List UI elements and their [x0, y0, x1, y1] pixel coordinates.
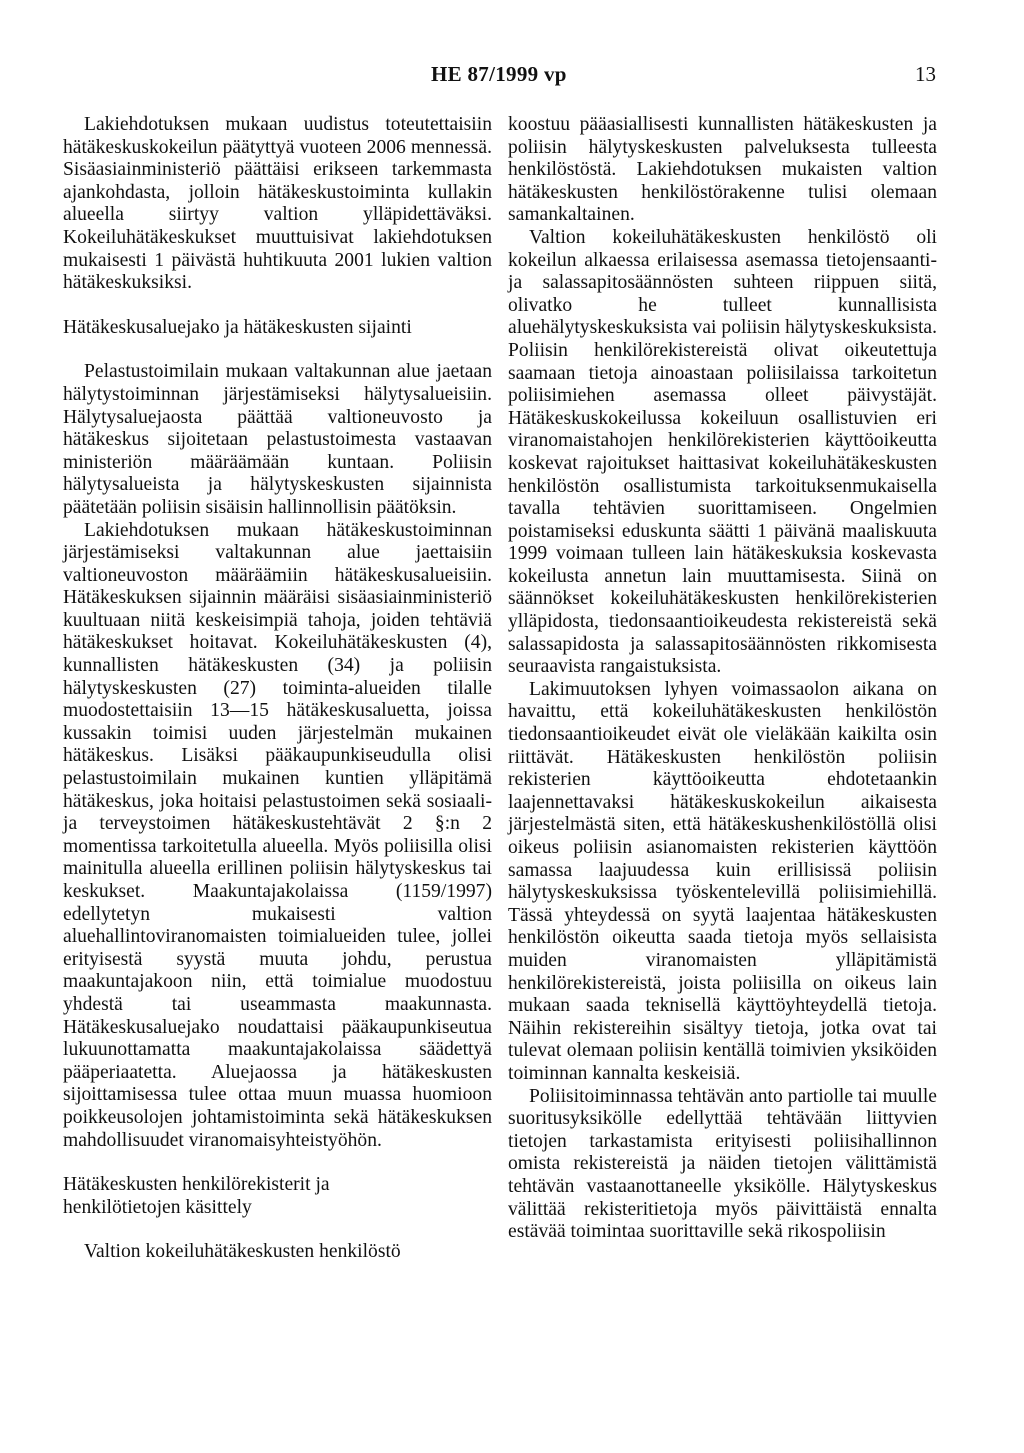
right-column — [508, 114, 937, 1244]
paragraph: Valtion kokeiluhätäkeskusten henkilöstö — [84, 1241, 401, 1263]
paragraph: Poliisitoiminnassa tehtävän anto partiolle tai muulle suoritusyksikölle edellyttää tehtävään liittyvien tietojen tarkastamista erityisesti poliisihallinnon omista rekistereistä ja näiden tietojen välittämistä tehtävän vastaanottaneelle yksikölle. Hälytyskeskus välittää rekisteritietoja myös päivittäistä ennalta estävää toimintaa suorittaville sekä rikospoliisin — [508, 1085, 937, 1243]
paragraph: Pelastustoimilain mukaan valtakunnan alue jaetaan hälytystoiminnan järjestämiseksi hälytysalueisiin. Hälytysaluejaosta päättää valtioneuvosto ja hätäkeskus sijoitetaan pelastustoimesta vastaavan ministeriön määräämään kuntaan. Poliisin hälytysalueista ja hälytyskeskusten sijainnista päätetään poliisin sisäisin hallinnollisin päätöksin. — [63, 361, 492, 518]
page-header — [0, 62, 1024, 92]
paragraph: Lakiehdotuksen mukaan hätäkeskustoiminnan järjestämiseksi valtakunnan alue jaettaisiin valtioneuvoston määräämiin hätäkeskusalueisiin. Hätäkeskuksen sijainnin määräisi sisäasiainministeriö kuultuaan niitä keskeisimpiä tahoja, joiden tehtäviä hätäkeskukset hoitavat. Kokeiluhätäkeskusten (4), kunnallisten hätäkeskusten (34) ja poliisin hälytyskeskusten (27) toiminta-alueiden tilalle muodostettaisiin 13—15 hätäkeskusaluetta, joissa kussakin toimisi uuden järjestelmän mukainen hätäkeskus. Lisäksi pääkaupunkiseudulla olisi pelastustoimilain mukainen kuntien ylläpitämä hätäkeskus, joka hoitaisi pelastustoimen sekä sosiaali- ja terveystoimen hätäkeskustehtävät 2 §:n 2 momentissa tarkoitetulla alueella. Myös poliisilla olisi mainitulla alueella erillinen poliisin hälytyskeskus tai keskukset. Maakuntajakolaissa (1159/1997) edellytetyn mukaisesti valtion aluehallintoviranomaisten toimialueiden tulee, jollei erityisestä syystä muuta johdu, perustua maakuntajakoon niin, että toimialue muodostuu yhdestä tai useammasta maakunnasta. Hätäkeskusaluejako noudattaisi pääkaupunkiseutua lukuunottamatta maakuntajakolaissa säädettyä pääperiaatetta. Aluejaossa ja hätäkeskusten sijoittamisessa tulee ottaa muun muassa huomioon poikkeusolojen johtamistoiminta sekä hätäkeskuksen mahdollisuudet viranomaisyhteistyöhön. — [63, 519, 492, 1151]
document-title: HE 87/1999 vp — [431, 62, 567, 86]
paragraph: Lakiehdotuksen mukaan uudistus toteutettaisiin hätäkeskuskokeilun päätyttyä vuoteen 2006 mennessä. Sisäasiainministeriö päättäisi erikseen tarkemmasta ajankohdasta, jolloin hätäkeskustoiminta kullakin alueella siirtyy valtion ylläpidettäväksi. Kokeiluhätäkeskukset muuttuisivat lakiehdotuksen mukaisesti 1 päivästä huhtikuuta 2001 lukien valtion hätäkeskuksiksi. — [63, 114, 492, 294]
left-column — [63, 114, 492, 1264]
paragraph: Valtion kokeiluhätäkeskusten henkilöstö oli kokeilun alkaessa erilaisessa asemassa tietojensaanti- ja salassapitosäännösten suhteen riippuen siitä, olivatko he tulleet kunnallisista aluehälytyskeskuksista vai poliisin hälytyskeskuksista. Poliisin henkilörekistereistä olivat oikeutettuja saamaan tietoja ainoastaan poliisilaissa tarkoitetun poliisimiehen asemassa olleet päivystäjät. Hätäkeskuskokeilussa kokeiluun osallistuvien eri viranomaistahojen henkilörekisterien käyttöoikeutta koskevat rajoitukset haittasivat kokeiluhätäkeskusten henkilöstön osallistumista tarkoituksenmukaisella tavalla tehtävien suorittamiseen. Ongelmien poistamiseksi eduskunta säätti 1 päivänä maaliskuuta 1999 voimaan tulleen lain hätäkeskuksia koskevasta kokeilusta annetun lain muuttamisesta. Siinä on säännökset kokeiluhätäkeskusten henkilörekisterien ylläpidosta, tiedonsaantioikeudesta rekistereistä sekä salassapidosta ja salassapitosäännösten rikkomisesta seuraavista rangaistuksista. — [508, 226, 937, 678]
paragraph: koostuu pääasiallisesti kunnallisten hätäkeskusten ja poliisin hälytyskeskusten palveluksesta tulleesta henkilöstöstä. Lakiehdotuksen mukaisten valtion hätäkeskusten henkilöstörakenne tulisi olemaan samankaltainen. — [508, 114, 937, 226]
section-heading: Hätäkeskusaluejako ja hätäkeskusten sijainti — [63, 316, 412, 338]
paragraph: Lakimuutoksen lyhyen voimassaolon aikana on havaittu, että kokeiluhätäkeskusten henkilöstön tiedonsaantioikeudet eivät ole vieläkään kaikilta osin riittävät. Hätäkeskusten henkilöstön poliisin rekisterien käyttöoikeutta ehdotetaankin laajennettavaksi hätäkeskuskokeilun aikaisesta järjestelmästä siten, että hätäkeskushenkilöstöllä olisi oikeus poliisin asianomaisten rekisterien käyttöön samassa laajuudessa kuin erillisissä poliisin hälytyskeskuksissa työskentelevillä poliisimiehillä. Tässä yhteydessä on syytä laajentaa hätäkeskusten henkilöstön oikeutta saada tietoja myös sellaisista muiden viranomaisten ylläpitämistä henkilörekistereistä, joista poliisilla on oikeus lain mukaan saada teknisellä käyttöyhteydellä tietoja. Näihin rekistereihin sisältyy tietoja, jotka ovat tai tulevat olemaan poliisin kentällä toimivien yksiköiden toiminnan kannalta keskeisiä. — [508, 678, 937, 1084]
section-heading-line-2: henkilötietojen käsittely — [63, 1196, 252, 1218]
section-heading-line-1: Hätäkeskusten henkilörekisterit ja — [63, 1174, 330, 1196]
page-number: 13 — [915, 62, 936, 86]
